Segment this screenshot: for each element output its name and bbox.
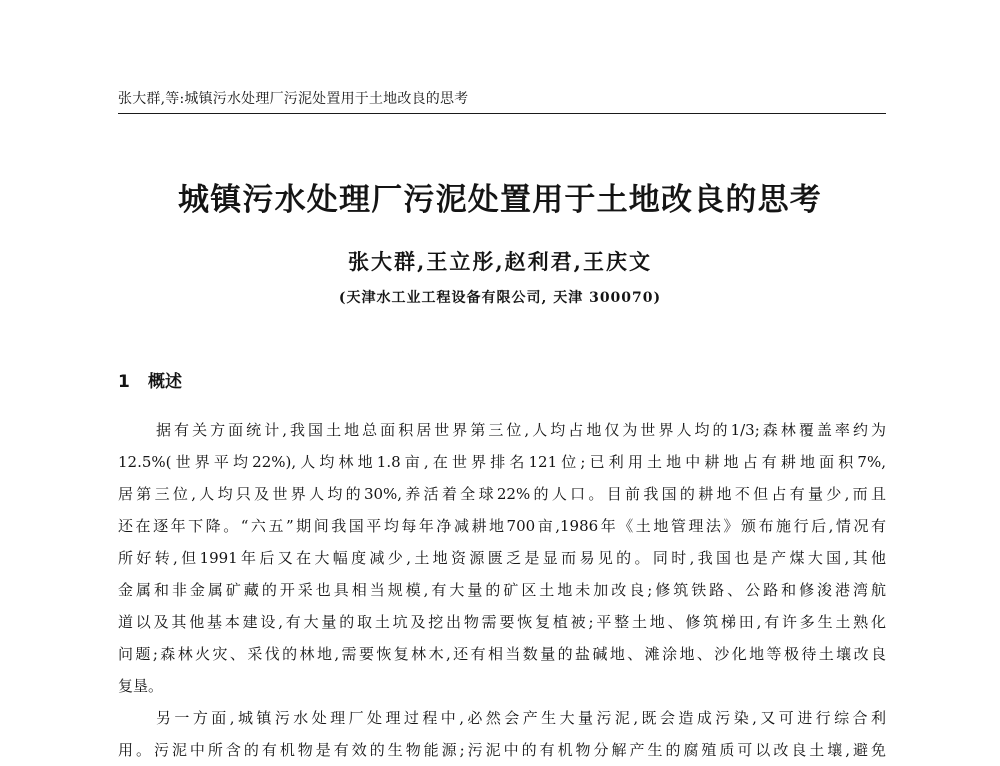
affiliation: (天津水工业工程设备有限公司, 天津 300070)	[338, 290, 662, 306]
paragraph-line: 复垦。	[118, 677, 164, 695]
body-text	[118, 414, 886, 766]
section-heading	[118, 370, 182, 394]
author-list: 张大群,王立彤,赵利君,王庆文	[348, 249, 652, 274]
paragraph-line: 居第三位,人均只及世界人均的30%,养活着全球22%的人口。目前我国的耕地不但占有量少,而且	[118, 485, 886, 503]
paragraph-line: 另一方面,城镇污水处理厂处理过程中,必然会产生大量污泥,既会造成污染,又可进行综合利	[156, 709, 886, 727]
section-number: 1	[118, 372, 130, 392]
paragraph-line: 据有关方面统计,我国土地总面积居世界第三位,人均占地仅为世界人均的1/3;森林覆盖率约为	[156, 421, 886, 439]
paragraph-line: 问题;森林火灾、采伐的林地,需要恢复林木,还有相当数量的盐碱地、滩涂地、沙化地等极待土壤改良	[118, 645, 886, 663]
paragraph-line: 12.5%(世界平均22%),人均林地1.8亩,在世界排名121位;已利用土地中耕地占有耕地面积7%,	[118, 453, 886, 471]
paragraph-line: 所好转,但1991年后又在大幅度减少,土地资源匮乏是显而易见的。同时,我国也是产煤大国,其他	[118, 549, 886, 567]
paragraph-line: 金属和非金属矿藏的开采也具相当规模,有大量的矿区土地未加改良;修筑铁路、公路和修浚港湾航	[118, 581, 886, 599]
paragraph-line: 用。污泥中所含的有机物是有效的生物能源;污泥中的有机物分解产生的腐殖质可以改良土壤,避免	[118, 741, 886, 759]
header-rule	[118, 113, 886, 114]
running-head: 张大群,等:城镇污水处理厂污泥处置用于土地改良的思考	[118, 91, 469, 107]
paragraph-line: 还在逐年下降。“六五”期间我国平均每年净减耕地700亩,1986年《土地管理法》颁布施行后,情况有	[118, 517, 886, 535]
section-title: 概述	[148, 372, 182, 392]
paper-title: 城镇污水处理厂污泥处置用于土地改良的思考	[178, 182, 822, 218]
paragraph-line: 道以及其他基本建设,有大量的取土坑及挖出物需要恢复植被;平整土地、修筑梯田,有许多生土熟化	[118, 613, 886, 631]
